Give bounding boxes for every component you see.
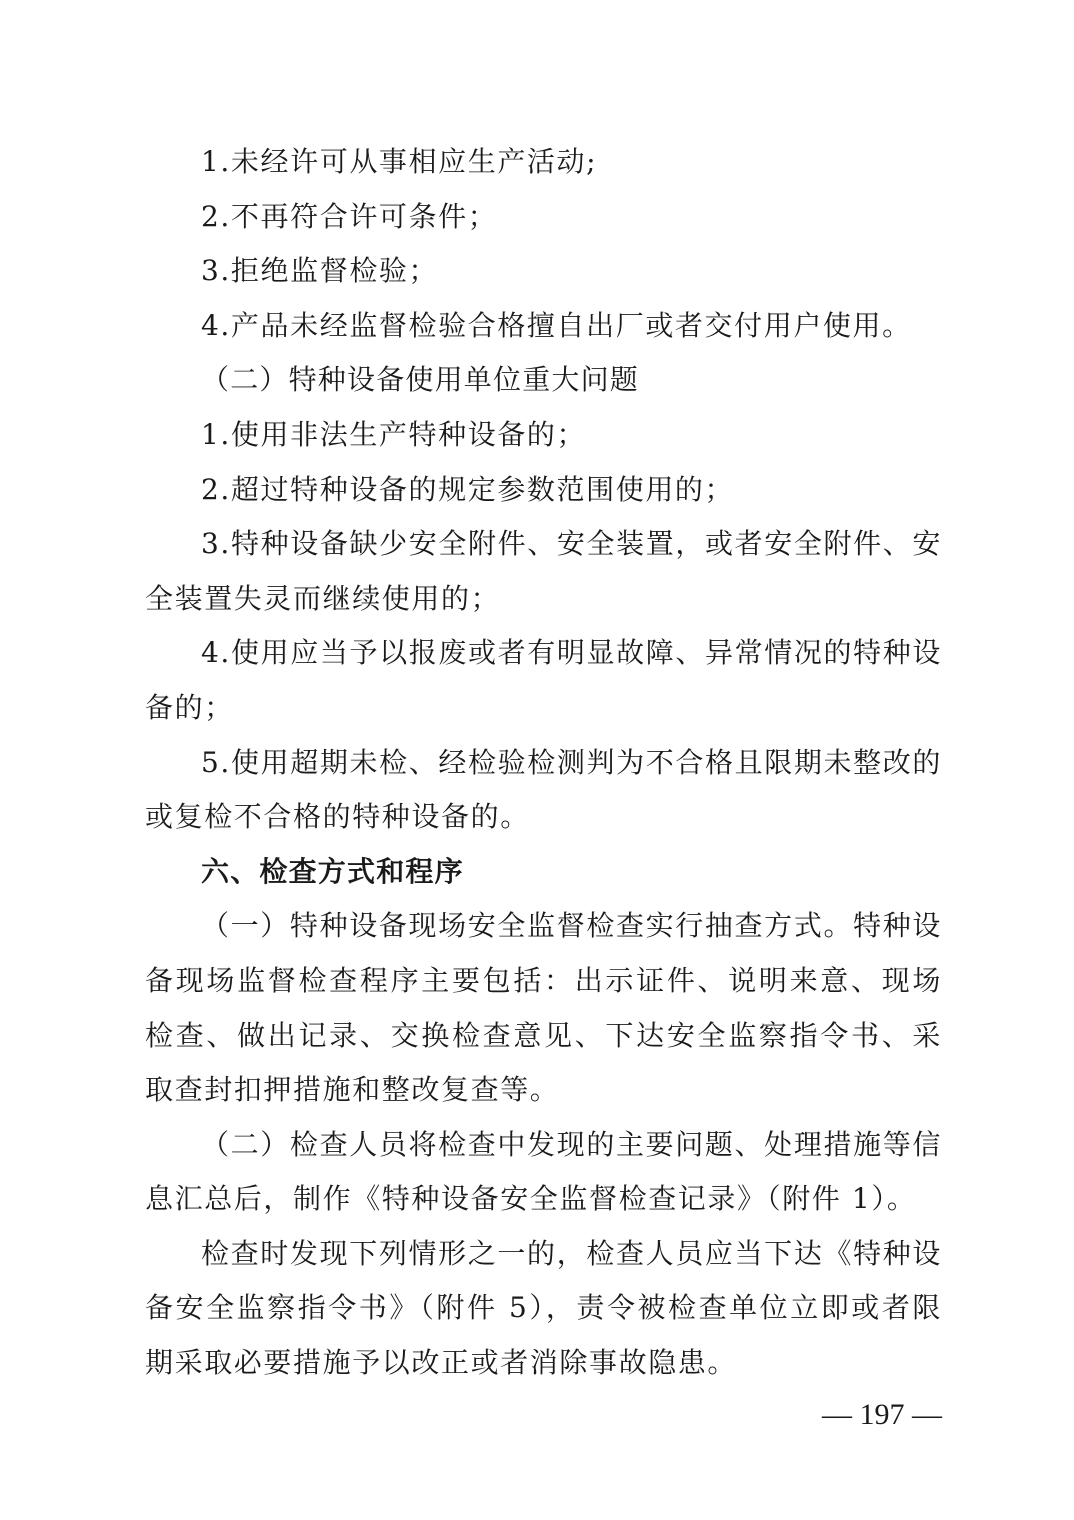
paragraph-procedure-3: 检查时发现下列情形之一的，检查人员应当下达《特种设备安全监察指令书》（附件 5），责令被检查单位立即或者限期采取必要措施予以改正或者消除事故隐患。 [145,1236,942,1380]
paragraph-item-2: 2.不再符合许可条件； [201,199,498,233]
paragraph-item-1: 1.未经许可从事相应生产活动; [201,145,598,178]
paragraph-procedure-2: （二）检查人员将检查中发现的主要问题、处理措施等信息汇总后，制作《特种设备安全监督检查记录》（附件 1）。 [145,1127,942,1216]
paragraph-item-8: 4.使用应当予以报废或者有明显故障、异常情况的特种设备的； [145,636,942,724]
paragraph-item-9: 5.使用超期未检、经检验检测判为不合格且限期未整改的或复检不合格的特种设备的。 [145,745,942,834]
page-number: — 197 — [822,1398,942,1431]
paragraph-item-7: 3.特种设备缺少安全附件、安全装置，或者安全附件、安全装置失灵而继续使用的； [145,527,942,615]
paragraph-procedure-1: （一）特种设备现场安全监督检查实行抽查方式。特种设备现场监督检查程序主要包括：出示证件、说明来意、现场检查、做出记录、交换检查意见、下达安全监察指令书、采取查封扣押措施和整改复查等。 [145,909,942,1107]
section-heading-6: 六、检查方式和程序 [201,854,464,888]
paragraph-item-4: 4.产品未经监督检验合格擅自出厂或者交付用户使用。 [201,308,912,342]
paragraph-item-6: 2.超过特种设备的规定参数范围使用的； [201,472,735,506]
document-body [145,135,942,1391]
section-heading-2: （二）特种设备使用单位重大问题 [201,363,640,397]
paragraph-item-5: 1.使用非法生产特种设备的； [201,417,587,451]
paragraph-item-3: 3.拒绝监督检验； [201,254,439,288]
